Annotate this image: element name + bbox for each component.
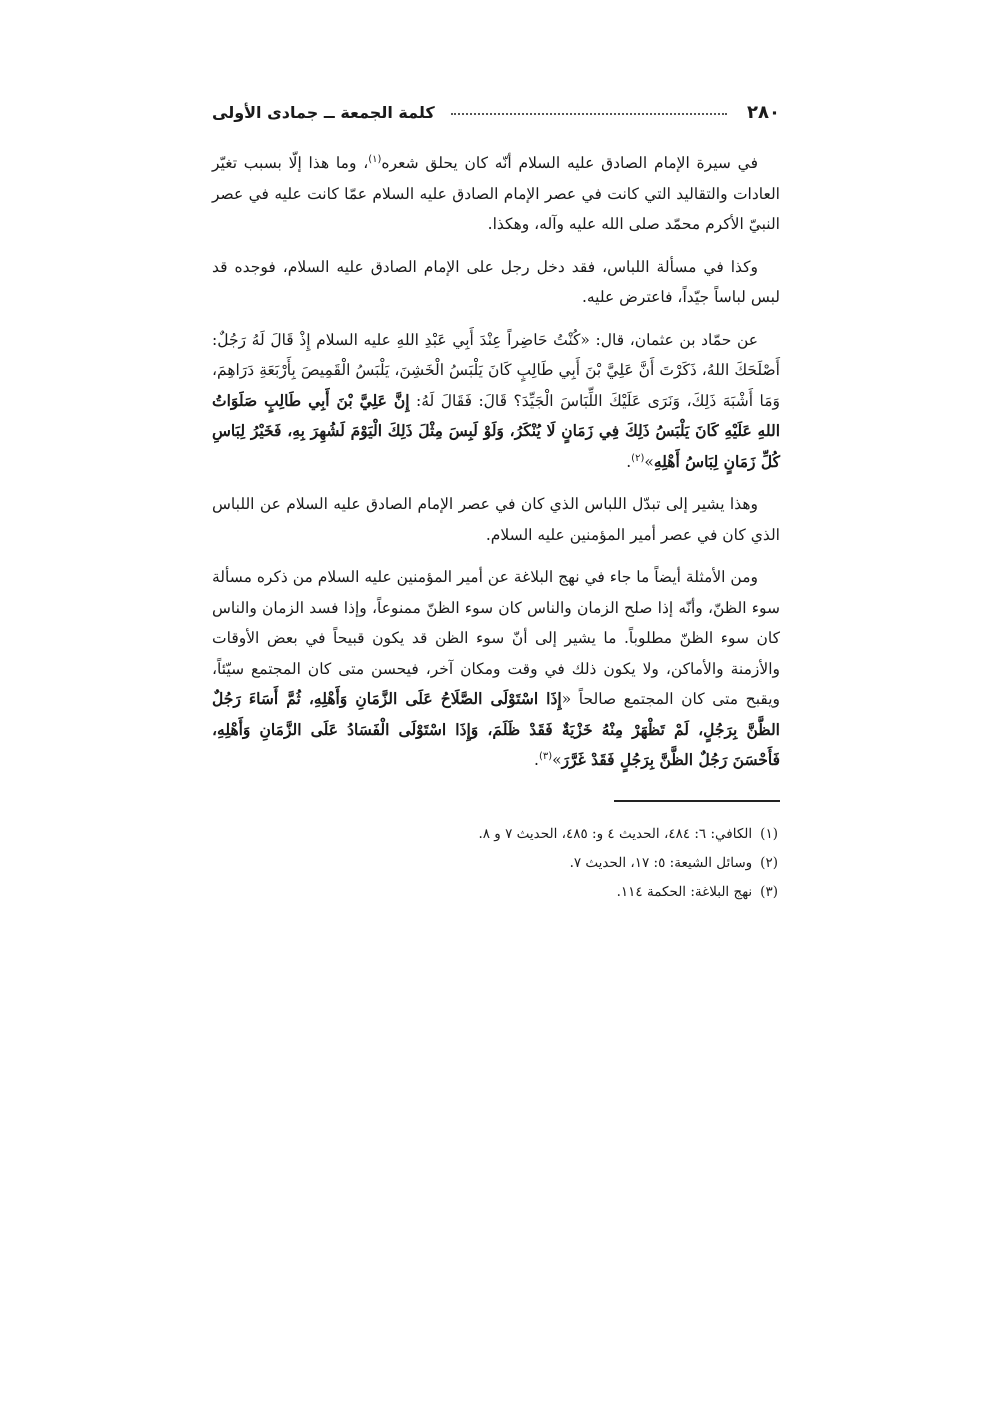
nahj-quote-bold: إِذَا اسْتَوْلَى الصَّلَاحُ عَلَى الزَّمَانِ وَأَهْلِهِ، ثُمَّ أَسَاءَ رَجُلٌ الظَّنَّ بِرَجُلٍ، لَمْ تَظْهَرْ مِنْهُ خَزْيَةٌ فَقَدْ ظَلَمَ، وَإِذَا اسْتَوْلَى الْفَسَادُ عَلَى الزَّمَانِ وَأَهْلِهِ، فَأَحْسَنَ رَجُلٌ الظَّنَّ بِرَجُلٍ فَقَدْ غَرَّرَ (212, 689, 780, 769)
paragraph-5-text: ومن الأمثلة أيضاً ما جاء في نهج البلاغة عن أمير المؤمنين عليه السلام من ذكره مسألة سوء الظنّ، وأنّه إذا صلح الزمان والناس كان سوء الظنّ ممنوعاً، وإذا فسد الزمان والناس كان سوء الظنّ مطلوباً. ما يشير إلى أنّ سوء الظن قد يكون قبيحاً في بعض الأوقات والأزمنة والأماكن، ولا يكون ذلك في وقت ومكان آخر، فيحسن متى كان المجتمع سيّئاً، ويقبح متى كان المجتمع صالحاً « (212, 568, 781, 708)
paragraph-1-text: في سيرة الإمام الصادق عليه السلام أنّه كان يحلق شعره (381, 154, 758, 172)
footnote-separator (614, 800, 780, 802)
paragraph-1 (212, 148, 780, 240)
paragraph-2-text: وكذا في مسألة اللباس، فقد دخل رجل على الإمام الصادق عليه السلام، فوجده قد لبس لباساً جيّداً، فاعترض عليه. (212, 257, 780, 306)
paragraph-5 (212, 562, 780, 776)
footnote-ref-1: (١) (368, 153, 382, 165)
footnotes (212, 820, 780, 907)
quote-close: » (644, 452, 654, 471)
footnote-1-number: (١) (760, 825, 778, 842)
running-title: كلمة الجمعة ــ جمادى الأولى (212, 102, 435, 122)
footnote-3-number: (٣) (760, 883, 778, 900)
footnote-2 (212, 849, 778, 878)
paragraph-4-text: وهذا يشير إلى تبدّل اللباس الذي كان في عصر الإمام الصادق عليه السلام عن اللباس الذي كان في عصر أمير المؤمنين عليه السلام. (212, 495, 780, 544)
header-dotted-leader (451, 113, 727, 115)
paragraph-3-end: . (626, 452, 632, 471)
hadith-quote-bold: إِنَّ عَلِيَّ بْنَ أَبِي طَالِبٍ صَلَوَاتُ اللهِ عَلَيْهِ كَانَ يَلْبَسُ ذَلِكَ فِي زَمَانٍ لَا يُنْكَرُ، وَلَوْ لَبِسَ مِثْلَ ذَلِكَ الْيَوْمَ لَشُهِرَ بِهِ، فَخَيْرُ لِبَاسِ كُلِّ زَمَانٍ لِبَاسُ أَهْلِهِ (212, 390, 780, 471)
footnote-1 (212, 820, 778, 849)
paragraph-2 (212, 252, 780, 313)
footnote-2-number: (٢) (760, 854, 778, 871)
footnote-3-text: نهج البلاغة: الحكمة ١١٤. (616, 883, 753, 900)
footnote-1-text: الكافي: ٦: ٤٨٤، الحديث ٤ و: ٤٨٥، الحديث ٧ و ٨. (478, 825, 753, 842)
paragraph-3-intro: عن حمّاد بن عثمان، قال: « (580, 330, 758, 349)
footnote-2-text: وسائل الشيعة: ٥: ١٧، الحديث ٧. (569, 854, 753, 871)
body-text (212, 148, 780, 776)
hadith-quote: كُنْتُ حَاضِراً عِنْدَ أَبِي عَبْدِ اللهِ عليه السلام إِذْ قَالَ لَهُ رَجُلٌ: أَصْلَحَكَ اللهُ، ذَكَرْتَ أَنَّ عَلِيَّ بْنَ أَبِي طَالِبٍ كَانَ يَلْبَسُ الْخَشِنَ، يَلْبَسُ الْقَمِيصَ بِأَرْبَعَةِ دَرَاهِمَ، وَمَا أَشْبَهَ ذَلِكَ، وَنَرَى عَلَيْكَ اللِّبَاسَ الْجَيِّدَ؟ قَالَ: فَقَالَ لَهُ: (212, 330, 780, 410)
book-page (212, 92, 780, 907)
page-header (212, 92, 780, 132)
paragraph-5-end: . (534, 751, 539, 769)
footnote-3 (212, 878, 778, 907)
paragraph-1-text-after: ، وما هذا إلّا بسبب تغيّر العادات والتقاليد التي كانت في عصر الإمام الصادق عليه السلام عمّا كانت عليه في عصر النبيّ الأكرم محمّد صلى الله عليه وآله، وهكذا. (212, 154, 780, 233)
footnote-ref-3: (٣) (538, 750, 553, 762)
paragraph-3 (212, 325, 780, 478)
paragraph-4 (212, 489, 780, 550)
footnote-ref-2: (٢) (631, 452, 645, 464)
page-number: ٢٨٠ (747, 101, 780, 123)
quote-close-2: » (552, 751, 562, 769)
